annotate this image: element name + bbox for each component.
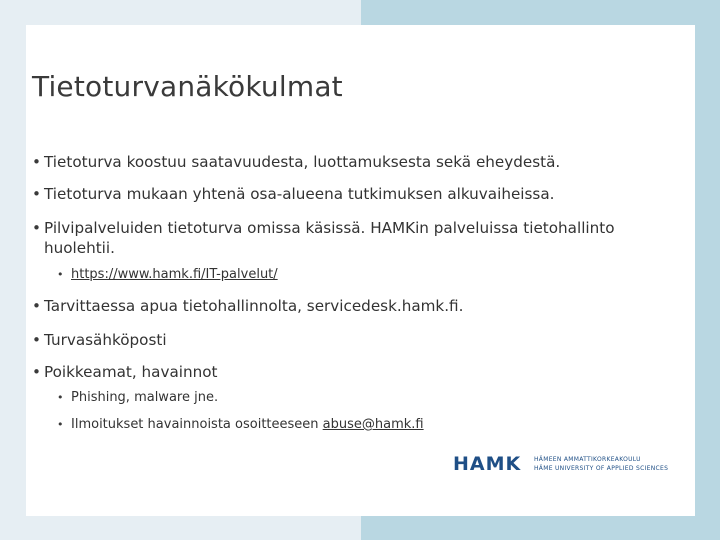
logo-wordmark: HAMK xyxy=(453,453,522,475)
bullet-dot: • xyxy=(57,418,64,431)
bullet-dot: • xyxy=(57,391,64,404)
bullet-dot: • xyxy=(57,268,64,281)
bullet-text: Poikkeamat, havainnot xyxy=(44,363,218,381)
it-services-link[interactable]: https://www.hamk.fi/IT-palvelut/ xyxy=(71,267,278,282)
sub-bullet-item xyxy=(57,416,637,434)
hamk-logo xyxy=(453,453,669,475)
sub-bullet-text: Ilmoitukset havainnoista osoitteeseen xyxy=(71,417,323,432)
bullet-text: Tarvittaessa apua tietohallinnolta, servicedesk.hamk.fi. xyxy=(44,297,464,315)
bullet-item xyxy=(32,218,642,258)
sub-bullet-item xyxy=(57,389,637,407)
bullet-item xyxy=(32,362,642,382)
bullet-text: Pilvipalveluiden tietoturva omissa käsissä. HAMKin palveluissa tietohallinto huolehtii. xyxy=(44,219,615,257)
abuse-email-link[interactable]: abuse@hamk.fi xyxy=(322,417,424,432)
bullet-dot: • xyxy=(32,331,41,349)
bullet-text: Tietoturva koostuu saatavuudesta, luottamuksesta sekä eheydestä. xyxy=(44,153,561,171)
bullet-text: Tietoturva mukaan yhtenä osa-alueena tutkimuksen alkuvaiheissa. xyxy=(44,185,555,203)
bullet-dot: • xyxy=(32,297,41,315)
bullet-item xyxy=(32,184,642,204)
bullet-text: Turvasähköposti xyxy=(44,331,167,349)
logo-line-english: HÄME UNIVERSITY OF APPLIED SCIENCES xyxy=(534,465,669,472)
slide-title: Tietoturvanäkökulmat xyxy=(32,70,343,103)
bullet-item xyxy=(32,152,642,172)
bullet-item xyxy=(32,330,642,350)
sub-bullet-text: Phishing, malware jne. xyxy=(71,390,219,405)
bullet-dot: • xyxy=(32,219,41,237)
bullet-dot: • xyxy=(32,363,41,381)
sub-bullet-item xyxy=(57,266,637,284)
bullet-item xyxy=(32,296,642,316)
bullet-dot: • xyxy=(32,185,41,203)
logo-line-finnish: HÄMEEN AMMATTIKORKEAKOULU xyxy=(534,456,641,463)
bullet-dot: • xyxy=(32,153,41,171)
